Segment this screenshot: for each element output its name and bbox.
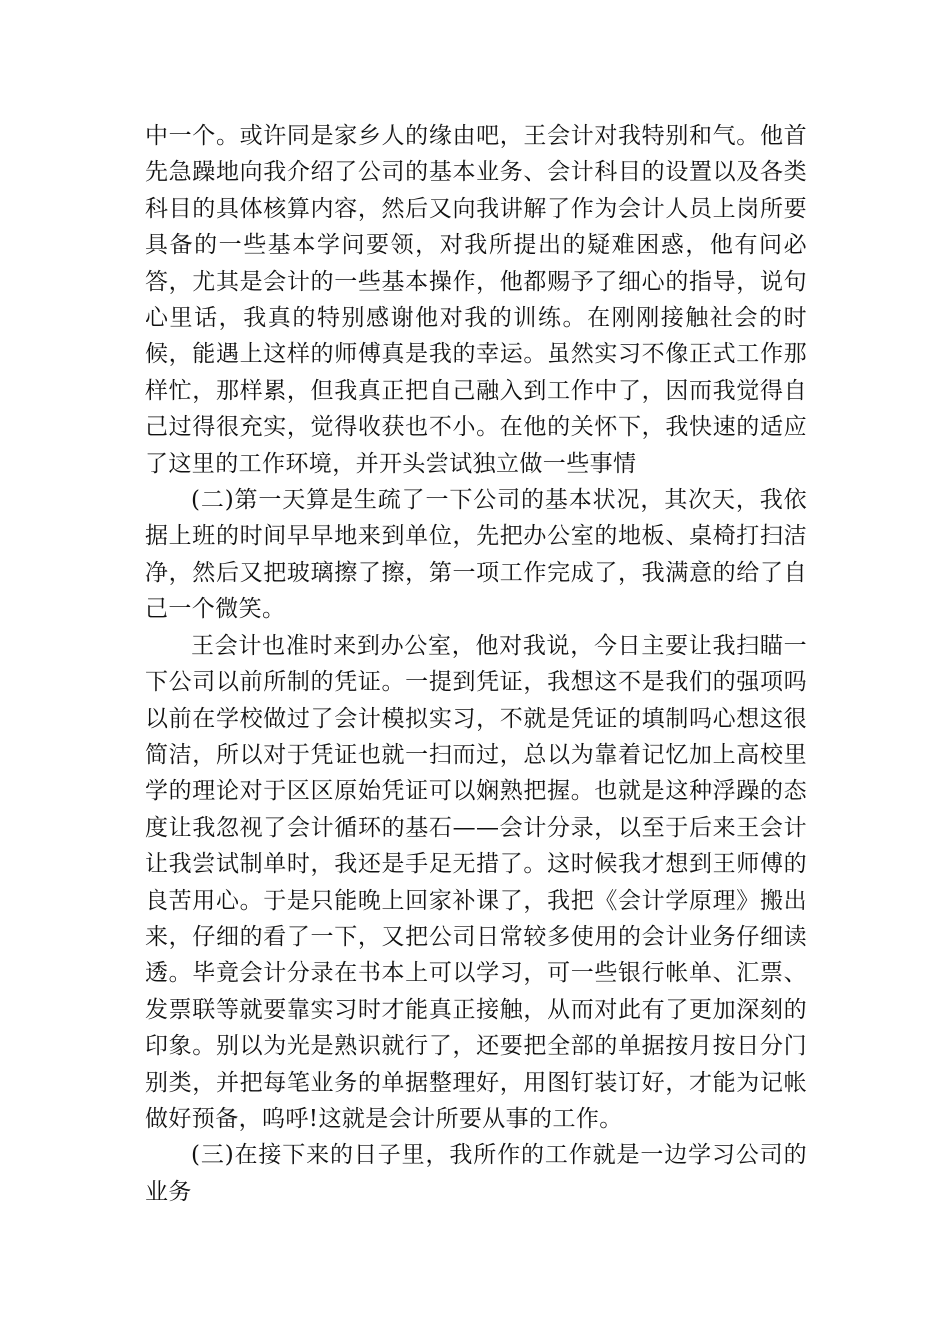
document-body xyxy=(145,118,807,1210)
paragraph-1: 中一个。或许同是家乡人的缘由吧，王会计对我特别和气。他首先急躁地向我介绍了公司的基本业务、会计科目的设置以及各类科目的具体核算内容，然后又向我讲解了作为会计人员上岗所要具备的一些基本学问要领，对我所提出的疑难困惑，他有问必答，尤其是会计的一些基本操作，他都赐予了细心的指导，说句心里话，我真的特别感谢他对我的训练。在刚刚接触社会的时候，能遇上这样的师傅真是我的幸运。虽然实习不像正式工作那样忙，那样累，但我真正把自己融入到工作中了，因而我觉得自己过得很充实，觉得收获也不小。在他的关怀下，我快速的适应了这里的工作环境，并开头尝试独立做一些事情 xyxy=(145,123,807,477)
paragraph-3: 王会计也准时来到办公室，他对我说，今日主要让我扫瞄一下公司以前所制的凭证。一提到凭证，我想这不是我们的强项吗以前在学校做过了会计模拟实习，不就是凭证的填制吗心想这很简洁，所以对于凭证也就一扫而过，总以为靠着记忆加上高校里学的理论对于区区原始凭证可以娴熟把握。也就是这种浮躁的态度让我忽视了会计循环的基石——会计分录，以至于后来王会计让我尝试制单时，我还是手足无措了。这时候我才想到王师傅的良苦用心。于是只能晚上回家补课了，我把《会计学原理》搬出来，仔细的看了一下，又把公司日常较多使用的会计业务仔细读透。毕竟会计分录在书本上可以学习，可一些银行帐单、汇票、发票联等就要靠实习时才能真正接触，从而对此有了更加深刻的印象。别以为光是熟识就行了，还要把全部的单据按月按日分门别类，并把每笔业务的单据整理好，用图钉装订好，才能为记帐做好预备，呜呼!这就是会计所要从事的工作。 xyxy=(145,632,807,1132)
paragraph-4: (三)在接下来的日子里，我所作的工作就是一边学习公司的业务 xyxy=(145,1142,807,1205)
paragraph-2: (二)第一天算是生疏了一下公司的基本状况，其次天，我依据上班的时间早早地来到单位，先把办公室的地板、桌椅打扫洁净，然后又把玻璃擦了擦，第一项工作完成了，我满意的给了自己一个微笑。 xyxy=(145,487,807,623)
